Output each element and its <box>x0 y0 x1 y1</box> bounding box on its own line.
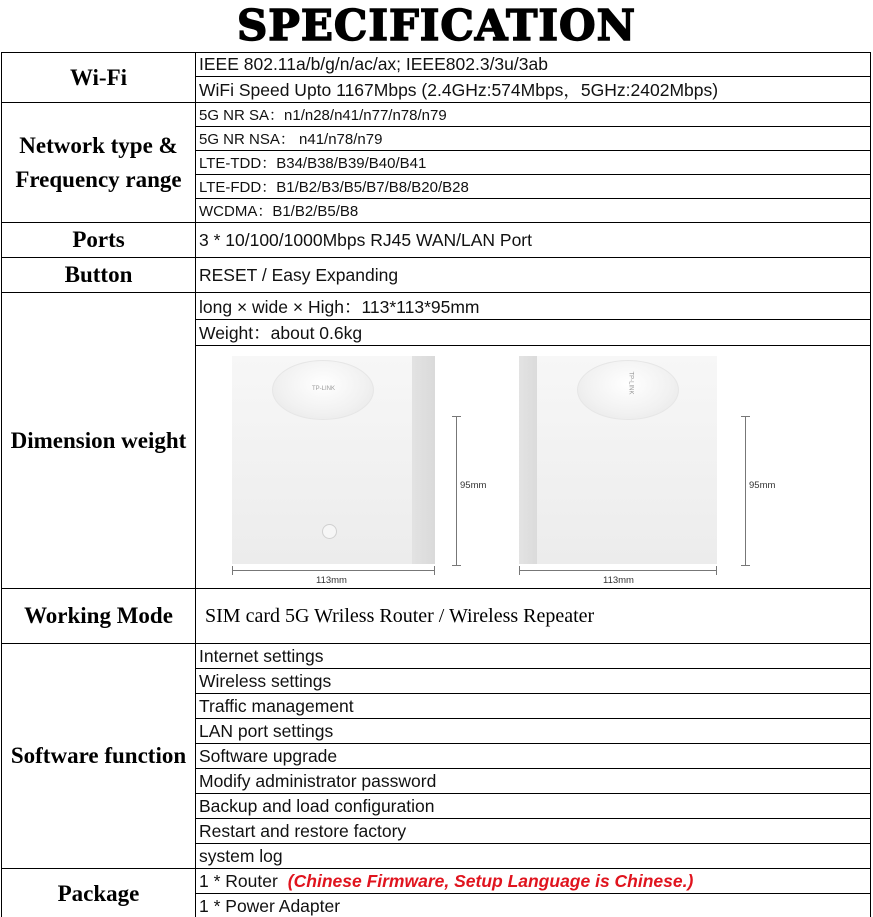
box-side <box>410 356 435 564</box>
wifi-speed: WiFi Speed Upto 1167Mbps (2.4GHz:574Mbps，5GHz:2402Mbps) <box>196 77 871 103</box>
table-row <box>2 644 871 669</box>
software-item: Traffic management <box>196 694 871 719</box>
page-title: SPECIFICATION <box>236 1 637 50</box>
network-5g-sa: 5G NR SA：n1/n28/n41/n77/n78/n79 <box>196 103 871 127</box>
firmware-note: (Chinese Firmware, Setup Language is Chinese.) <box>287 870 694 891</box>
package-label: Package <box>2 869 196 917</box>
package-item-adapter: 1 * Power Adapter <box>196 894 871 917</box>
product-image-cell <box>196 346 871 589</box>
dimension-label: Dimension weight <box>2 293 196 589</box>
network-label: Network type & Frequency range <box>2 103 196 223</box>
wifi-standard: IEEE 802.11a/b/g/n/ac/ax; IEEE802.3/3u/3ab <box>196 53 871 77</box>
software-item: Backup and load configuration <box>196 794 871 819</box>
button-label: Button <box>2 258 196 293</box>
dim-tick <box>452 565 461 566</box>
dimension-weight: Weight：about 0.6kg <box>196 320 871 346</box>
package-item-router <box>196 869 871 894</box>
table-row <box>2 293 871 320</box>
table-row <box>2 869 871 894</box>
dim-tick <box>434 566 435 575</box>
height-dim-line <box>456 416 457 566</box>
wifi-label: Wi-Fi <box>2 53 196 103</box>
dim-tick <box>452 416 461 417</box>
height-label: 95mm <box>460 480 487 491</box>
software-item: Wireless settings <box>196 669 871 694</box>
router-button-icon <box>322 524 337 539</box>
router-logo: TP-LINK <box>627 371 634 395</box>
box-side <box>519 356 539 564</box>
package-router-text: 1 * Router <box>199 870 278 891</box>
width-label: 113mm <box>316 575 347 586</box>
network-5g-nsa: 5G NR NSA： n41/n78/n79 <box>196 127 871 151</box>
spec-table <box>1 52 871 917</box>
dim-tick <box>519 566 520 575</box>
product-figure-front <box>196 346 536 589</box>
working-mode-label: Working Mode <box>2 589 196 644</box>
dim-tick <box>716 566 717 575</box>
ports-value: 3 * 10/100/1000Mbps RJ45 WAN/LAN Port <box>196 223 871 258</box>
width-dim-line <box>232 570 435 571</box>
width-dim-line <box>519 570 717 571</box>
software-item: Restart and restore factory <box>196 819 871 844</box>
software-item: LAN port settings <box>196 719 871 744</box>
product-figure-rear <box>511 346 811 589</box>
network-wcdma: WCDMA：B1/B2/B5/B8 <box>196 199 871 223</box>
dim-tick <box>232 566 233 575</box>
software-item: Modify administrator password <box>196 769 871 794</box>
dimension-size: long × wide × High：113*113*95mm <box>196 293 871 320</box>
height-dim-line <box>745 416 746 566</box>
width-label: 113mm <box>603 575 634 586</box>
ports-label: Ports <box>2 223 196 258</box>
software-item: Internet settings <box>196 644 871 669</box>
dim-tick <box>741 565 750 566</box>
table-row <box>2 223 871 258</box>
network-lte-tdd: LTE-TDD：B34/B38/B39/B40/B41 <box>196 151 871 175</box>
software-item: system log <box>196 844 871 869</box>
software-label: Software function <box>2 644 196 869</box>
table-row <box>2 53 871 77</box>
software-item: Software upgrade <box>196 744 871 769</box>
button-value: RESET / Easy Expanding <box>196 258 871 293</box>
table-row <box>2 589 871 644</box>
working-mode-value: SIM card 5G Wriless Router / Wireless Repeater <box>196 589 871 644</box>
dim-tick <box>741 416 750 417</box>
height-label: 95mm <box>749 480 776 491</box>
table-row <box>2 258 871 293</box>
router-logo: TP-LINK <box>312 386 336 392</box>
network-lte-fdd: LTE-FDD：B1/B2/B3/B5/B7/B8/B20/B28 <box>196 175 871 199</box>
table-row <box>2 103 871 127</box>
